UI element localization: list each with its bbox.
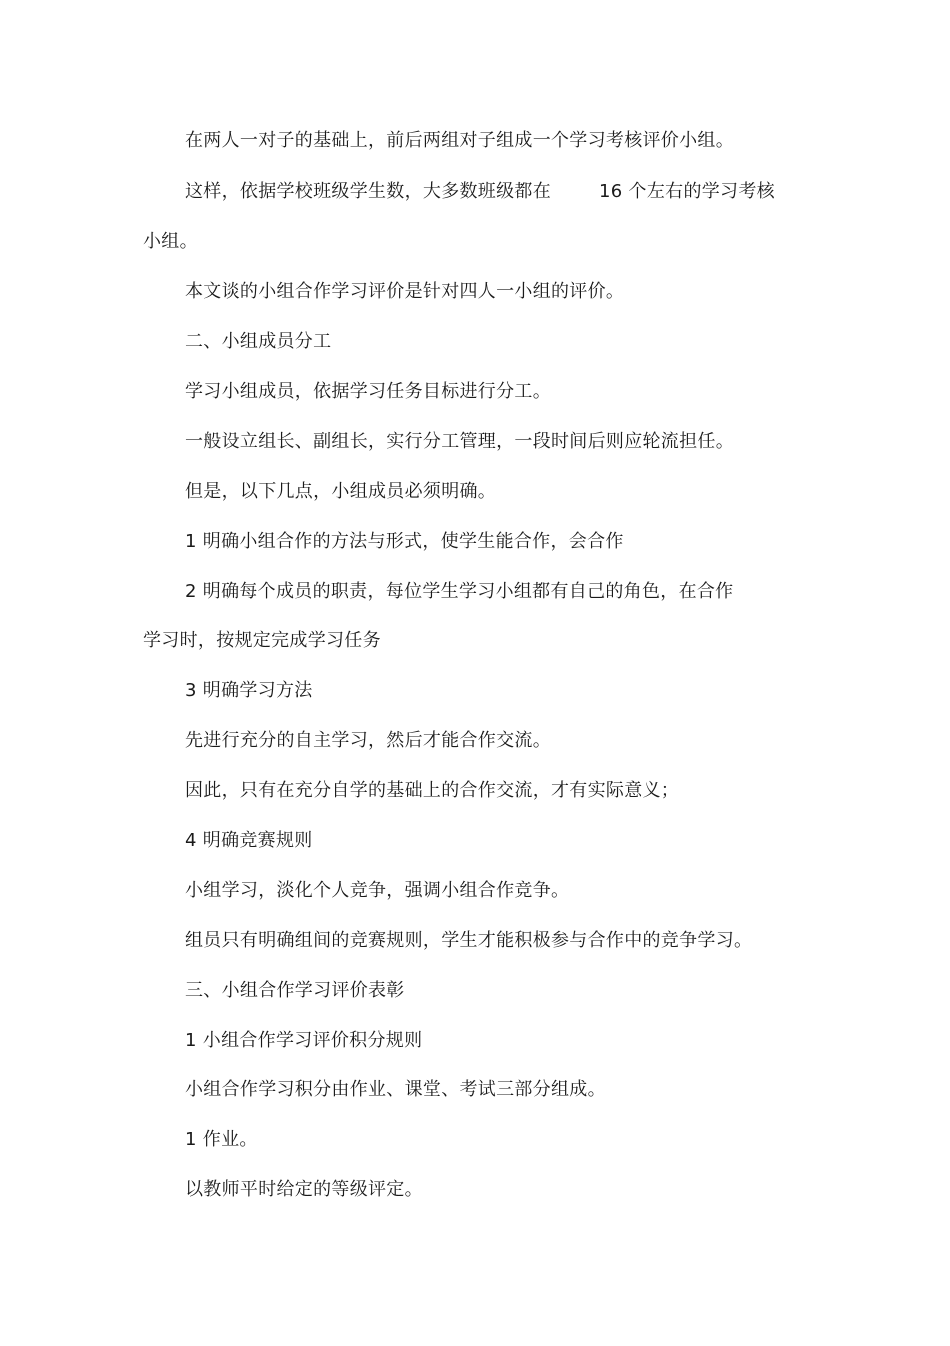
list-item: 1 小组合作学习评价积分规则 [185, 1030, 423, 1051]
number-value: 16 [599, 181, 623, 202]
paragraph-line: 小组学习，淡化个人竞争，强调小组合作竞争。 [185, 880, 570, 901]
paragraph-line: 因此，只有在充分自学的基础上的合作交流，才有实际意义； [185, 780, 680, 801]
list-item: 4 明确竞赛规则 [185, 830, 313, 851]
paragraph-line: 本文谈的小组合作学习评价是针对四人一小组的评价。 [185, 281, 625, 302]
list-item: 3 明确学习方法 [185, 680, 313, 701]
paragraph-line: 小组合作学习积分由作业、课堂、考试三部分组成。 [185, 1079, 606, 1100]
paragraph-line: 以教师平时给定的等级评定。 [185, 1179, 423, 1200]
section-heading: 三、小组合作学习评价表彰 [185, 980, 405, 1001]
list-item: 2 明确每个成员的职责，每位学生学习小组都有自己的角色，在合作 [185, 581, 734, 602]
list-item: 1 明确小组合作的方法与形式，使学生能合作，会合作 [185, 531, 624, 552]
list-item: 1 作业。 [185, 1129, 258, 1150]
paragraph-line: 但是，以下几点，小组成员必须明确。 [185, 481, 497, 502]
text-segment: 这样，依据学校班级学生数，大多数班级都在 [185, 181, 551, 202]
paragraph-line: 学习小组成员，依据学习任务目标进行分工。 [185, 381, 551, 402]
paragraph-line: 先进行充分的自主学习，然后才能合作交流。 [185, 730, 551, 751]
paragraph-line: 学习时，按规定完成学习任务 [143, 630, 381, 651]
paragraph-line: 在两人一对子的基础上，前后两组对子组成一个学习考核评价小组。 [185, 130, 734, 151]
text-segment: 个左右的学习考核 [628, 181, 775, 202]
section-heading: 二、小组成员分工 [185, 331, 332, 352]
paragraph-line: 一般设立组长、副组长，实行分工管理，一段时间后则应轮流担任。 [185, 431, 734, 452]
paragraph-line: 小组。 [143, 231, 198, 252]
paragraph-line [185, 180, 775, 204]
paragraph-line: 组员只有明确组间的竞赛规则，学生才能积极参与合作中的竞争学习。 [185, 930, 753, 951]
